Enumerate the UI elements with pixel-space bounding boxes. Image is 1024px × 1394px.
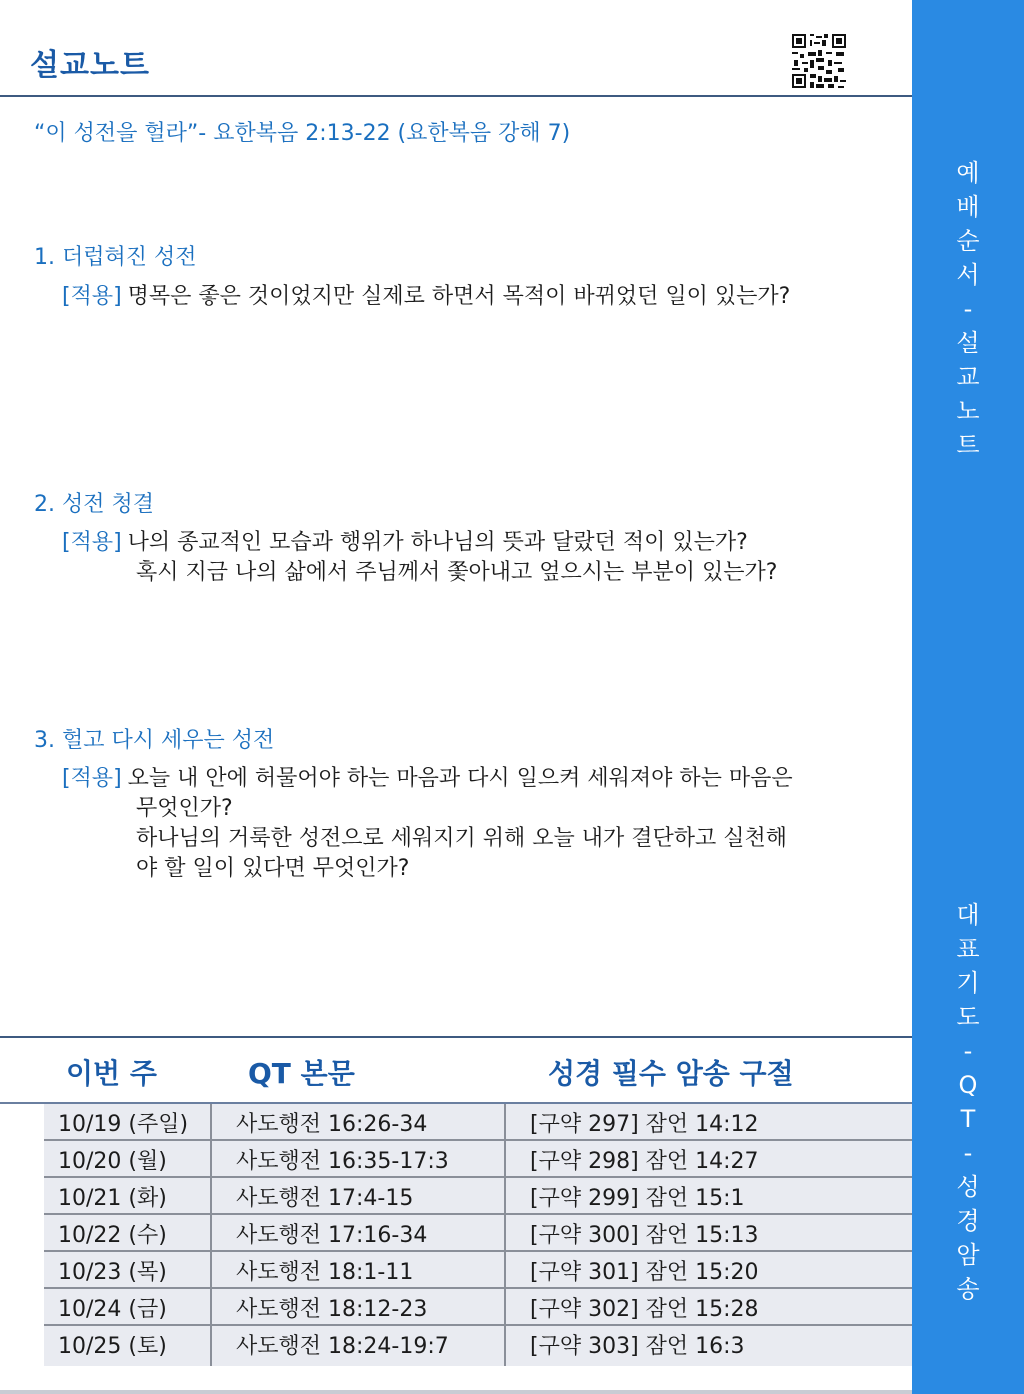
qt-cell: 사도행전 17:4-15 bbox=[236, 1186, 414, 1211]
date-cell: 10/24 (금) bbox=[58, 1297, 167, 1322]
sidebar-char: 배 bbox=[956, 193, 980, 221]
table-row bbox=[44, 1178, 912, 1215]
sidebar-label-prayer-qt[interactable] bbox=[912, 898, 1024, 1306]
verse-cell: [구약 297] 잠언 14:12 bbox=[530, 1112, 759, 1137]
apply-line: 혹시 지금 나의 삶에서 주님께서 쫓아내고 엎으시는 부분이 있는가? bbox=[136, 560, 778, 585]
column-header-week: 이번 주 bbox=[66, 1057, 157, 1090]
apply-tag: [적용] bbox=[62, 284, 122, 309]
apply-tag: [적용] bbox=[62, 530, 122, 555]
verse-cell: [구약 298] 잠언 14:27 bbox=[530, 1149, 759, 1174]
page-bottom-edge bbox=[0, 1390, 912, 1394]
sidebar-char: 도 bbox=[956, 1003, 980, 1031]
table-row bbox=[44, 1252, 912, 1289]
apply-line: 하나님의 거룩한 성전으로 세워지기 위해 오늘 내가 결단하고 실천해 bbox=[136, 826, 788, 851]
sidebar-char: 노 bbox=[956, 397, 980, 425]
sidebar-char: 서 bbox=[956, 261, 980, 289]
qr-code-icon[interactable] bbox=[790, 32, 848, 90]
sidebar-char: T bbox=[960, 1105, 976, 1133]
date-cell: 10/21 (화) bbox=[58, 1186, 167, 1211]
sidebar-char: 송 bbox=[956, 1275, 980, 1303]
apply-line: 나의 종교적인 모습과 행위가 하나님의 뜻과 달랐던 적이 있는가? bbox=[127, 530, 748, 555]
table-row bbox=[44, 1215, 912, 1252]
table-divider bbox=[0, 1036, 912, 1038]
column-divider bbox=[210, 1104, 212, 1366]
section-heading-3: 3. 헐고 다시 세우는 성전 bbox=[34, 728, 275, 753]
sidebar-char: 대 bbox=[956, 901, 980, 929]
sidebar-char: - bbox=[963, 1037, 973, 1065]
sidebar-char: 설 bbox=[956, 329, 980, 357]
header-divider bbox=[0, 95, 912, 97]
qt-cell: 사도행전 16:26-34 bbox=[236, 1112, 428, 1137]
qt-cell: 사도행전 18:24-19:7 bbox=[236, 1334, 449, 1359]
date-cell: 10/23 (목) bbox=[58, 1260, 167, 1285]
column-header-qt: QT 본문 bbox=[248, 1057, 355, 1090]
apply-line: 야 할 일이 있다면 무엇인가? bbox=[136, 856, 410, 881]
apply-line: 무엇인가? bbox=[136, 796, 233, 821]
sidebar-char: 경 bbox=[956, 1207, 980, 1235]
sidebar-char: 예 bbox=[956, 159, 980, 187]
verse-cell: [구약 303] 잠언 16:3 bbox=[530, 1334, 745, 1359]
date-cell: 10/22 (수) bbox=[58, 1223, 167, 1248]
section-apply-2 bbox=[62, 528, 777, 588]
verse-cell: [구약 301] 잠언 15:20 bbox=[530, 1260, 759, 1285]
sidebar-char: 교 bbox=[956, 363, 980, 391]
column-header-verse: 성경 필수 암송 구절 bbox=[548, 1057, 794, 1090]
sidebar-char: 표 bbox=[956, 935, 980, 963]
table-row bbox=[44, 1289, 912, 1326]
apply-line: 오늘 내 안에 허물어야 하는 마음과 다시 일으켜 세워져야 하는 마음은 bbox=[127, 766, 793, 791]
qt-cell: 사도행전 18:12-23 bbox=[236, 1297, 428, 1322]
qt-cell: 사도행전 16:35-17:3 bbox=[236, 1149, 449, 1174]
date-cell: 10/19 (주일) bbox=[58, 1112, 189, 1137]
table-row bbox=[44, 1104, 912, 1141]
section-apply-1 bbox=[62, 282, 790, 312]
sidebar-char: 트 bbox=[956, 431, 980, 459]
section-apply-3 bbox=[62, 764, 793, 884]
apply-tag: [적용] bbox=[62, 766, 122, 791]
page-title: 설교노트 bbox=[30, 48, 150, 83]
sidebar bbox=[912, 0, 1024, 1394]
verse-cell: [구약 300] 잠언 15:13 bbox=[530, 1223, 759, 1248]
section-heading-1: 1. 더럽혀진 성전 bbox=[34, 245, 197, 270]
qt-cell: 사도행전 18:1-11 bbox=[236, 1260, 414, 1285]
apply-line: 명목은 좋은 것이었지만 실제로 하면서 목적이 바뀌었던 일이 있는가? bbox=[127, 284, 791, 309]
sidebar-char: - bbox=[963, 1139, 973, 1167]
sidebar-char: 암 bbox=[956, 1241, 980, 1269]
verse-cell: [구약 299] 잠언 15:1 bbox=[530, 1186, 745, 1211]
verse-cell: [구약 302] 잠언 15:28 bbox=[530, 1297, 759, 1322]
sidebar-char: 기 bbox=[956, 969, 980, 997]
sidebar-char: 성 bbox=[956, 1173, 980, 1201]
schedule-table bbox=[44, 1104, 912, 1366]
table-row bbox=[44, 1141, 912, 1178]
table-row bbox=[44, 1326, 912, 1363]
sidebar-label-worship-order[interactable] bbox=[912, 156, 1024, 462]
date-cell: 10/25 (토) bbox=[58, 1334, 167, 1359]
sidebar-char: Q bbox=[958, 1071, 978, 1099]
section-heading-2: 2. 성전 청결 bbox=[34, 492, 154, 517]
column-divider bbox=[504, 1104, 506, 1366]
sermon-subtitle: “이 성전을 헐라”- 요한복음 2:13-22 (요한복음 강해 7) bbox=[34, 121, 571, 146]
sidebar-char: 순 bbox=[956, 227, 980, 255]
date-cell: 10/20 (월) bbox=[58, 1149, 167, 1174]
sidebar-char: - bbox=[963, 295, 973, 323]
qt-cell: 사도행전 17:16-34 bbox=[236, 1223, 428, 1248]
